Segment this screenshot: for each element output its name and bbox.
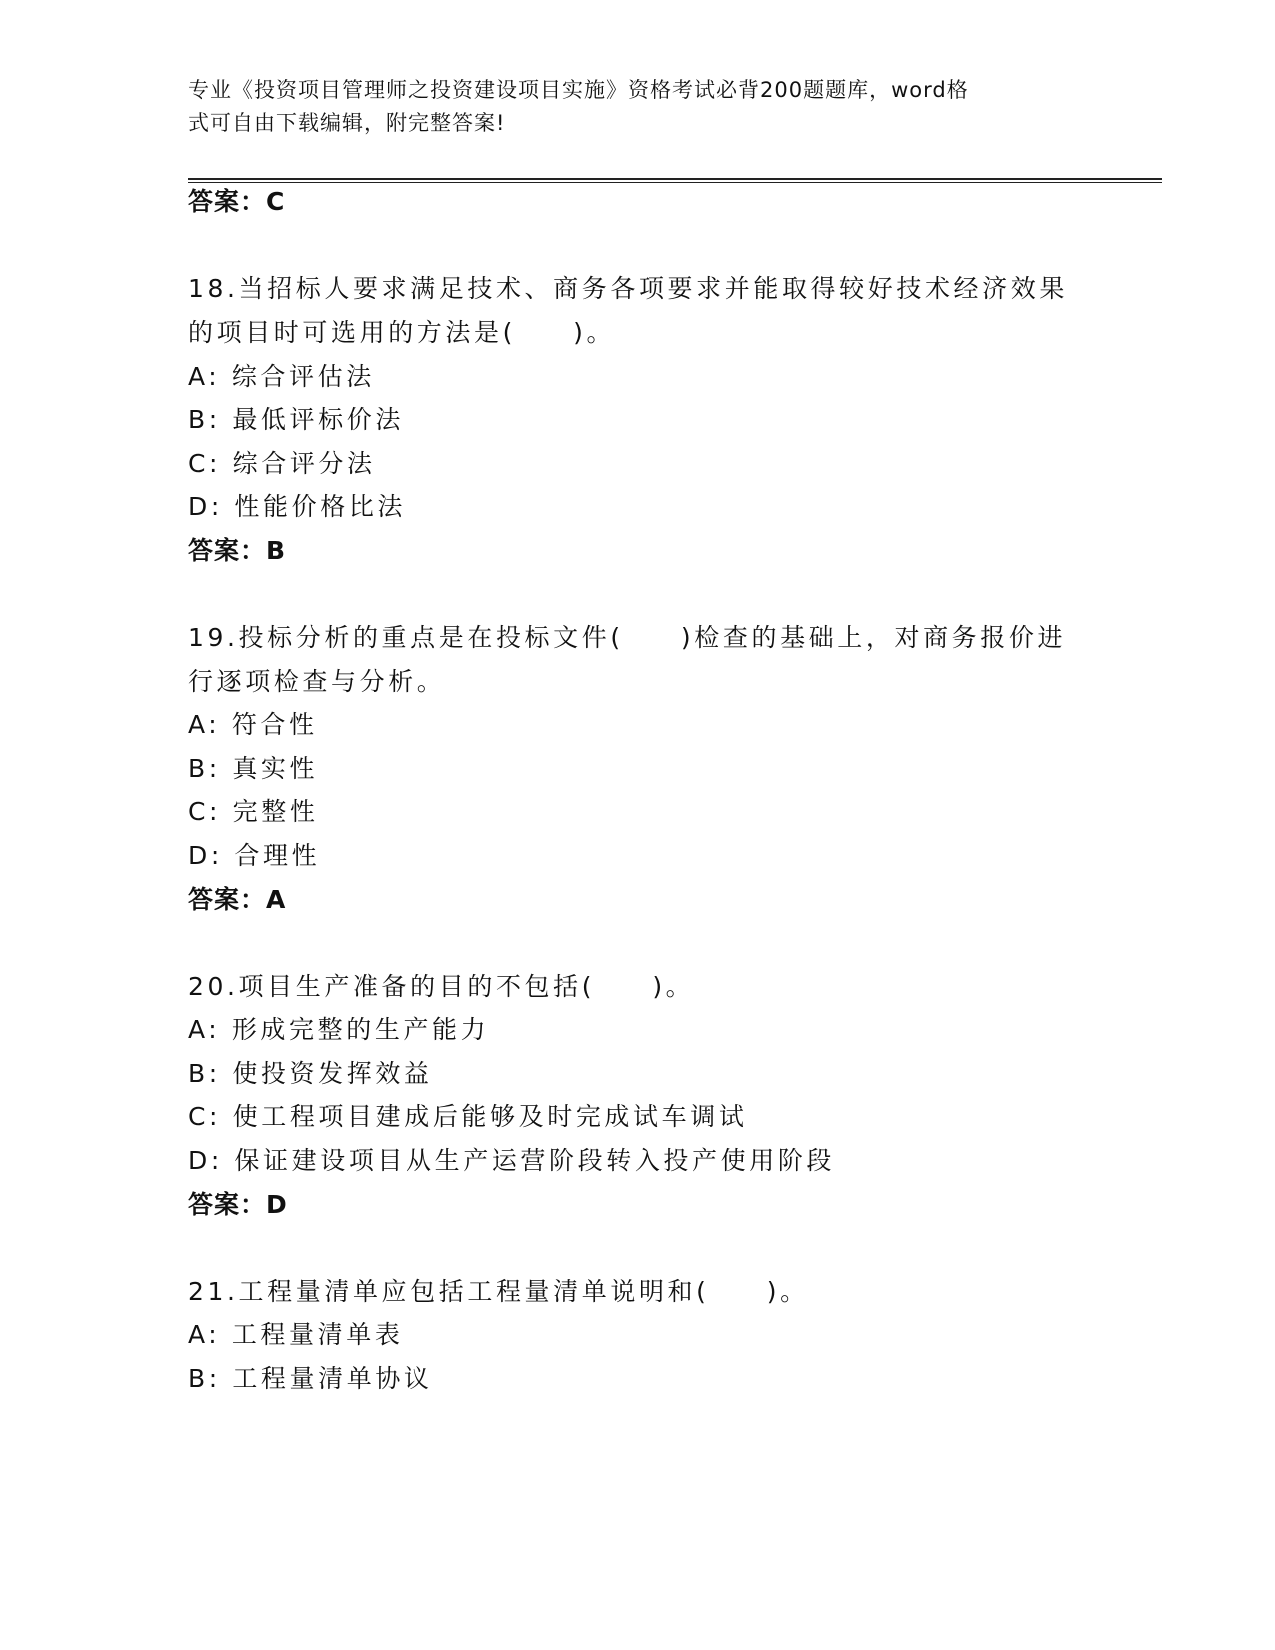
- header-divider: [188, 178, 1162, 183]
- question-18-option-d: D: 性能价格比法: [188, 492, 407, 521]
- question-20-option-c: C: 使工程项目建成后能够及时完成试车调试: [188, 1102, 748, 1131]
- answer-label: 答案：C: [188, 187, 286, 216]
- question-18-option-b: B: 最低评标价法: [188, 405, 404, 434]
- question-21-option-b: B: 工程量清单协议: [188, 1364, 433, 1393]
- question-19-option-d: D: 合理性: [188, 841, 321, 870]
- question-19-option-b: B: 真实性: [188, 754, 319, 783]
- question-20-option-a: A: 形成完整的生产能力: [188, 1015, 490, 1044]
- page-header: [188, 74, 1088, 140]
- question-18-option-a: A: 综合评估法: [188, 362, 375, 391]
- question-19-option-a: A: 符合性: [188, 710, 318, 739]
- question-21-option-a: A: 工程量清单表: [188, 1320, 404, 1349]
- question-18-answer: 答案：B: [188, 536, 287, 565]
- question-21-stem-line-1: 21.工程量清单应包括工程量清单说明和( )。: [188, 1277, 809, 1306]
- question-20-option-b: B: 使投资发挥效益: [188, 1059, 433, 1088]
- question-18-stem-line-1: 18.当招标人要求满足技术、商务各项要求并能取得较好技术经济效果: [188, 274, 1068, 303]
- question-19-stem-line-2: 行逐项检查与分析。: [188, 667, 446, 696]
- question-19-answer: 答案：A: [188, 885, 287, 914]
- question-20-answer: 答案：D: [188, 1190, 288, 1219]
- question-20-stem-line-1: 20.项目生产准备的目的不包括( )。: [188, 972, 695, 1001]
- question-19-stem-line-1: 19.投标分析的重点是在投标文件( )检查的基础上，对商务报价进: [188, 623, 1067, 652]
- header-line-2: 式可自由下载编辑，附完整答案!: [188, 111, 506, 135]
- question-18-stem-line-2: 的项目时可选用的方法是( )。: [188, 318, 616, 347]
- question-20-option-d: D: 保证建设项目从生产运营阶段转入投产使用阶段: [188, 1146, 836, 1175]
- question-18-option-c: C: 综合评分法: [188, 449, 376, 478]
- question-19-option-c: C: 完整性: [188, 797, 319, 826]
- header-line-1: 专业《投资项目管理师之投资建设项目实施》资格考试必背200题题库，word格: [188, 78, 969, 102]
